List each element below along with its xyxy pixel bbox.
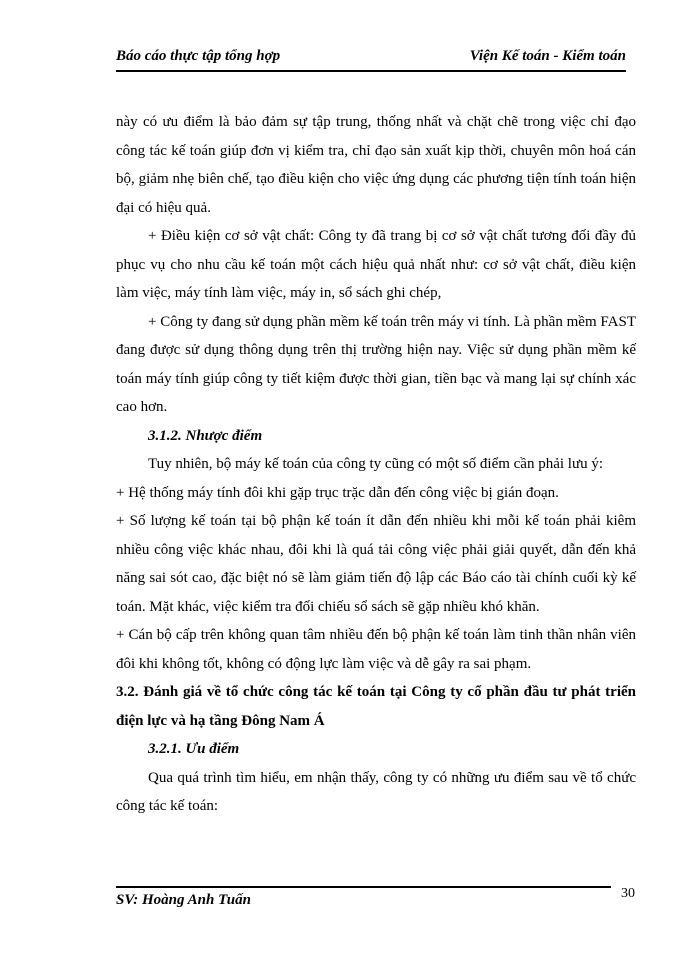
- paragraph: + Điều kiện cơ sở vật chất: Công ty đã trang bị cơ sở vật chất tương đối đầy đủ phục vụ cho nhu cầu kế toán một cách hiệu quả nhất như: cơ sở vật chất, điều kiện làm việc, máy tính làm việc, máy in, sổ sách ghi chép,: [116, 228, 636, 301]
- page-body: [116, 108, 636, 821]
- subsection-heading-weaknesses: 3.1.2. Nhược điểm: [148, 427, 263, 444]
- page-header: [116, 48, 626, 72]
- section-heading: 3.2. Đánh giá về tổ chức công tác kế toán tại Công ty cổ phần đầu tư phát triển điện lực và hạ tầng Đông Nam Á: [116, 684, 636, 729]
- paragraph: này có ưu điểm là bảo đảm sự tập trung, thống nhất và chặt chẽ trong việc chỉ đạo công tác kế toán giúp đơn vị kiểm tra, chỉ đạo sản xuất kịp thời, chuyên môn hoá cán bộ, giảm nhẹ biên chế, tạo điều kiện cho việc ứng dụng các phương tiện tính toán hiện đại có hiệu quả.: [116, 114, 636, 216]
- report-title: Báo cáo thực tập tổng hợp: [116, 48, 281, 64]
- bullet-paragraph: + Số lượng kế toán tại bộ phận kế toán ít dẫn đến nhiều khi mỗi kế toán phải kiêm nhiều công việc khác nhau, đôi khi là quá tải công việc phải giải quyết, dẫn đến khả năng sai sót cao, đặc biệt nó sẽ làm giảm tiến độ lập các Báo cáo tài chính cuối kỳ kế toán. Mặt khác, việc kiểm tra đối chiếu sổ sách sẽ gặp nhiều khó khăn.: [116, 513, 636, 615]
- page-footer: [116, 886, 611, 918]
- paragraph: Tuy nhiên, bộ máy kế toán của công ty cũng có một số điểm cần phải lưu ý:: [148, 456, 603, 472]
- subsection-heading-strengths: 3.2.1. Ưu điểm: [148, 741, 240, 757]
- institute-name: Viện Kế toán - Kiểm toán: [469, 48, 626, 64]
- author-name: SV: Hoàng Anh Tuấn: [116, 892, 251, 908]
- bullet-paragraph: + Hệ thống máy tính đôi khi gặp trục trặc dẫn đến công việc bị gián đoạn.: [116, 484, 559, 501]
- paragraph: Qua quá trình tìm hiểu, em nhận thấy, công ty có những ưu điểm sau về tổ chức công tác kế toán:: [116, 769, 636, 814]
- paragraph: + Công ty đang sử dụng phần mềm kế toán trên máy vi tính. Là phần mềm FAST đang được sử dụng thông dụng trên thị trường hiện nay. Việc sử dụng phần mềm kế toán máy tính giúp công ty tiết kiệm được thời gian, tiền bạc và mang lại sự chính xác cao hơn.: [116, 313, 636, 415]
- bullet-paragraph: + Cán bộ cấp trên không quan tâm nhiều đến bộ phận kế toán làm tinh thần nhân viên đôi khi không tốt, không có động lực làm việc và dễ gây ra sai phạm.: [116, 627, 636, 672]
- page-number: 30: [621, 886, 635, 901]
